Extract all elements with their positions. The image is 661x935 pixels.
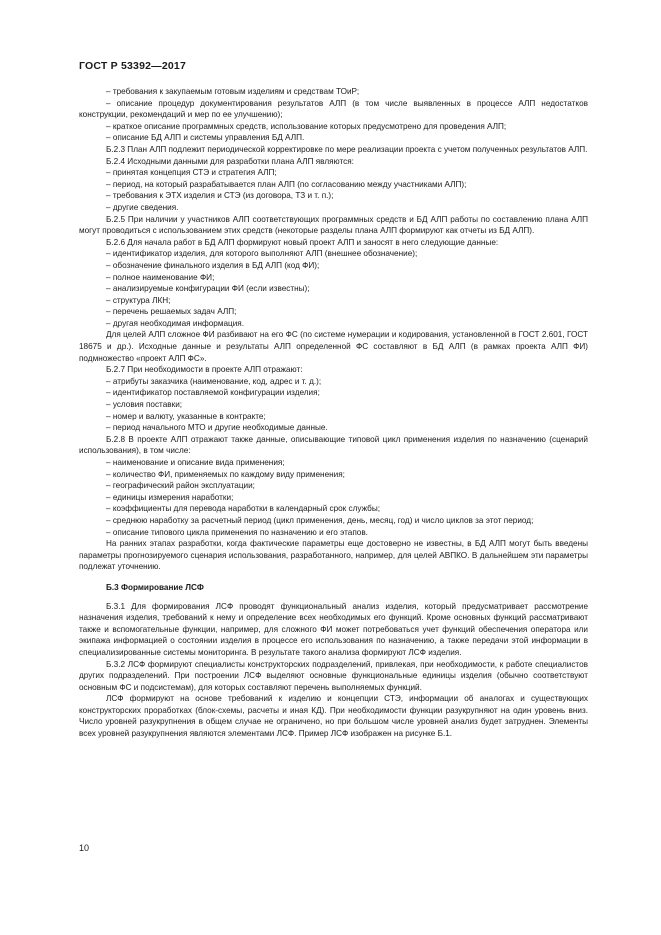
paragraph: Б.3.2 ЛСФ формируют специалисты конструкторских подразделений, привлекая, при необходимости, к работе специалистов других подразделений. При построении ЛСФ выделяют основные функциональные единицы изделия (обычно соответствуют основным ФС и подсистемам), для которых составляют перечень выполняемых функций. xyxy=(79,659,588,692)
list-item: – количество ФИ, применяемых по каждому виду применения; xyxy=(106,469,345,479)
document-header: ГОСТ Р 53392—2017 xyxy=(79,60,187,72)
list-item: – другая необходимая информация. xyxy=(106,318,244,328)
list-item: – полное наименование ФИ; xyxy=(106,272,215,282)
list-item: – описание БД АЛП и системы управления БД АЛП. xyxy=(106,133,305,143)
list-item: – идентификатор изделия, для которого выполняют АЛП (внешнее обозначение); xyxy=(106,249,418,259)
list-item: – требования к закупаемым готовым изделиям и средствам ТОиР; xyxy=(106,87,360,96)
list-item: – принятая концепция СТЭ и стратегия АЛП; xyxy=(106,168,277,178)
list-item: – единицы измерения наработки; xyxy=(106,492,234,502)
section-heading: Б.3 Формирование ЛСФ xyxy=(106,582,204,592)
list-item: – обозначение финального изделия в БД АЛП (код ФИ); xyxy=(106,260,320,270)
document-body xyxy=(79,86,588,740)
list-item: – номер и валюту, указанные в контракте; xyxy=(106,411,266,421)
list-item: – период, на который разрабатывается план АЛП (по согласованию между участниками АЛП); xyxy=(106,179,467,189)
list-item: – географический район эксплуатации; xyxy=(106,481,255,491)
paragraph: Б.2.5 При наличии у участников АЛП соответствующих программных средств и БД АЛП работы по составлению плана АЛП могут проводиться с использованием этих средств (некоторые разделы плана АЛП формируют как отчеты из БД АЛП). xyxy=(79,214,588,236)
paragraph: Б.2.4 Исходными данными для разработки плана АЛП являются: xyxy=(106,156,354,166)
paragraph: Б.2.7 При необходимости в проекте АЛП отражают: xyxy=(106,365,303,375)
paragraph: Для целей АЛП сложное ФИ разбивают на его ФС (по системе нумерации и кодирования, установленной в ГОСТ 2.601, ГОСТ 18675 и др.). Исходные данные и результаты АЛП определенной ФС составляют в БД АЛП (в рамках проекта АЛП ФИ) подмножество «проект АЛП ФС». xyxy=(79,330,588,363)
paragraph: Б.2.8 В проекте АЛП отражают также данные, описывающие типовой цикл применения изделия по назначению (сценарий использования), в том числе: xyxy=(79,434,588,456)
list-item: – анализируемые конфигурации ФИ (если известны); xyxy=(106,284,310,294)
list-item: – описание типового цикла применения по назначению и его этапов. xyxy=(106,527,368,537)
list-item: – другие сведения. xyxy=(106,202,179,212)
list-item: – краткое описание программных средств, использование которых предусмотрено для проведения АЛП; xyxy=(106,121,507,131)
list-item: – среднюю наработку за расчетный период (цикл применения, день, месяц, год) и число циклов за этот период; xyxy=(106,515,534,525)
paragraph: Б.3.1 Для формирования ЛСФ проводят функциональный анализ изделия, который предусматривает рассмотрение назначения изделия, требований к нему и определение всех необходимых его функций. Кроме основных функций рассматривают также и вспомогательные функции, например, для сложного ФИ может потребоваться учет функций обеспечения оператора или экипажа информацией о состоянии изделия в процессе его использования по назначению, а также передачи этой информации в специализированные системы мониторинга. В результате такого анализа формируют ЛСФ изделия. xyxy=(79,601,588,657)
list-item: – структура ЛКН; xyxy=(106,295,171,305)
list-item: – атрибуты заказчика (наименование, код, адрес и т. д.); xyxy=(106,376,322,386)
list-item: – период начального МТО и другие необходимые данные. xyxy=(106,423,328,433)
list-item: – коэффициенты для перевода наработки в календарный срок службы; xyxy=(106,504,381,514)
list-item: – перечень решаемых задач АЛП; xyxy=(106,307,237,317)
paragraph: Б.2.6 Для начала работ в БД АЛП формируют новый проект АЛП и заносят в него следующие данные: xyxy=(106,237,499,247)
page-number: 10 xyxy=(79,843,90,853)
list-item: – наименование и описание вида применения; xyxy=(106,458,285,467)
list-item: – описание процедур документирования результатов АЛП (в том числе выявленных в процессе АЛП недостатков конструкции, рекомендаций и мер по ее улучшению); xyxy=(79,98,588,120)
paragraph: Б.2.3 План АЛП подлежит периодической корректировке по мере реализации проекта с учетом полученных результатов АЛП. xyxy=(106,144,588,154)
list-item: – идентификатор поставляемой конфигурации изделия; xyxy=(106,388,320,398)
paragraph: ЛСФ формируют на основе требований к изделию и концепции СТЭ, информации об аналогах и существующих конструкторских проработках (блок-схемы, расчеты и иная КД). При необходимости функции разукрупняют на один уровень вниз. Число уровней разукрупнения в общем случае не ограничено, но при большом числе уровней анализ будет затруднен. Элементы всех уровней разукрупнения являются элементами ЛСФ. Пример ЛСФ изображен на рисунке Б.1. xyxy=(79,694,588,739)
list-item: – требования к ЭТХ изделия и СТЭ (из договора, ТЗ и т. п.); xyxy=(106,191,334,201)
paragraph: На ранних этапах разработки, когда фактические параметры еще достоверно не известны, в БД АЛП могут быть введены параметры прогнозируемого сценария использования, разработанного, например, для целей АВПКО. В дальнейшем эти параметры подлежат уточнению. xyxy=(79,539,588,572)
list-item: – условия поставки; xyxy=(106,400,183,410)
